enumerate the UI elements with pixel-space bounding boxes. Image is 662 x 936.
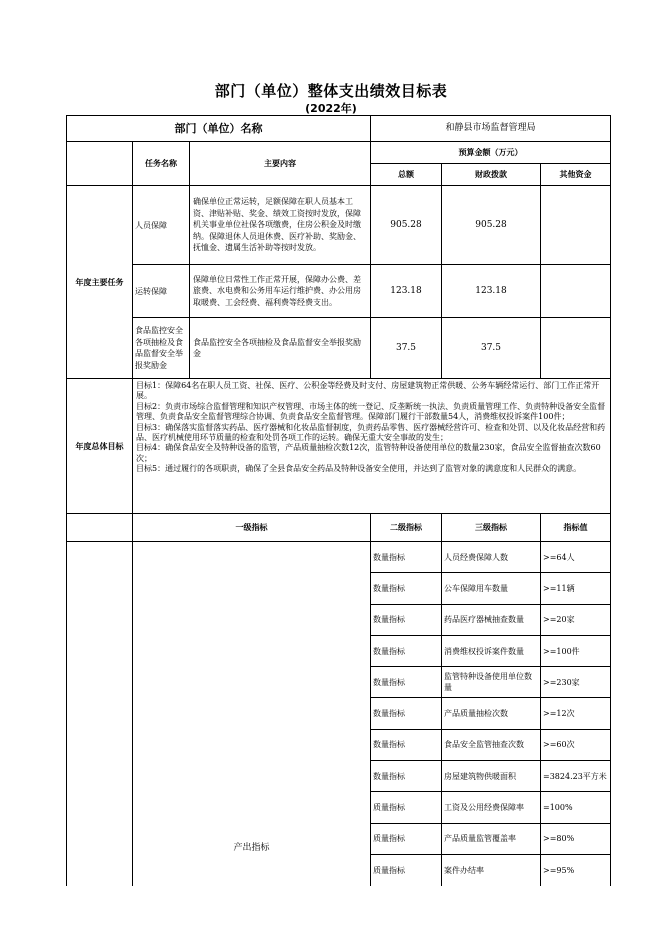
indicator-value: >=12次 <box>541 698 611 729</box>
total-header: 总额 <box>371 164 442 186</box>
indicator-value: =3824.23平方米 <box>541 761 611 792</box>
indicator-value: =100% <box>541 792 611 823</box>
goal-text: 目标2：负责市场综合监督管理和知识产权管理、市场主体的统一登记、反垄断统一执法、负责质量管理工作、负责特种设备安全监督管理、负责食品安全监督管理综合协调、负责食品安全监督管理。保障部门履行干部数量54人，消费维权投诉案件100件； <box>136 401 606 422</box>
indicator-level3: 工资及公用经费保障率 <box>442 792 541 823</box>
task-name-header: 任务名称 <box>133 142 190 186</box>
indicator-value: >=64人 <box>541 542 611 573</box>
indicator-level3: 人员经费保障人数 <box>442 542 541 573</box>
form-year: (2022年) <box>305 102 357 115</box>
performance-table <box>66 115 611 886</box>
indicator-level3: 公车保障用车数量 <box>442 573 541 604</box>
indicator-row <box>67 542 611 573</box>
task-fiscal: 905.28 <box>442 186 541 265</box>
annual-goal-label: 年度总体目标 <box>67 379 133 514</box>
task-total: 123.18 <box>371 265 442 318</box>
indicator-level2: 质量指标 <box>371 792 442 823</box>
task-name: 运转保障 <box>133 265 190 318</box>
annual-tasks-label: 年度主要任务 <box>67 186 133 379</box>
task-total: 37.5 <box>371 318 442 379</box>
indicator-level2: 数量指标 <box>371 542 442 573</box>
task-name: 人员保障 <box>133 186 190 265</box>
indicator-level2: 数量指标 <box>371 761 442 792</box>
task-other <box>541 318 611 379</box>
task-other <box>541 186 611 265</box>
indicator-level2: 质量指标 <box>371 854 442 885</box>
indicator-value: >=60次 <box>541 729 611 760</box>
form-title: 部门（单位）整体支出绩效目标表 <box>214 82 448 100</box>
main-content-header: 主要内容 <box>190 142 371 186</box>
level2-header: 二级指标 <box>371 514 442 542</box>
annual-goals <box>133 379 611 514</box>
task-other <box>541 265 611 318</box>
department-label: 部门（单位）名称 <box>67 116 371 142</box>
indicator-left-blank <box>67 542 133 886</box>
task-name: 食品监控安全各项抽检及食品监督安全举报奖励金 <box>133 318 190 379</box>
task-row <box>67 318 611 379</box>
indicator-level3: 消费维权投诉案件数量 <box>442 635 541 666</box>
indicator-level2: 数量指标 <box>371 604 442 635</box>
indicator-value: >=230家 <box>541 667 611 698</box>
indicator-level3: 药品医疗器械抽查数量 <box>442 604 541 635</box>
indicator-value: >=11辆 <box>541 573 611 604</box>
budget-header: 预算金额（万元） <box>371 142 611 164</box>
task-fiscal: 123.18 <box>442 265 541 318</box>
output-indicator-label: 产出指标 <box>133 542 371 886</box>
value-header: 指标值 <box>541 514 611 542</box>
goal-text: 目标5：通过履行的各项职责，确保了全县食品安全药品及特种设备安全使用，并达到了监管对象的满意度和人民群众的满意。 <box>136 464 582 474</box>
task-content: 确保单位正常运转，足额保障在职人员基本工资、津贴补贴、奖金、绩效工资按时发放，保障机关事业单位社保各项缴费，住房公积金及时缴纳。保障退休人员退休费、医疗补助、奖励金、抚恤金、遗属生活补助等按时发放。 <box>190 186 371 265</box>
other-header: 其他资金 <box>541 164 611 186</box>
indicator-level3: 产品质量抽检次数 <box>442 698 541 729</box>
task-fiscal: 37.5 <box>442 318 541 379</box>
indicator-value: >=95% <box>541 854 611 885</box>
fiscal-header: 财政拨款 <box>442 164 541 186</box>
goal-text: 目标4：确保食品安全及特种设备的监管，产品质量抽检次数12次，监管特种设备使用单位的数量230家，食品安全监督抽查次数60次； <box>136 443 601 463</box>
indicator-level3: 食品安全监管抽查次数 <box>442 729 541 760</box>
indicator-level2: 数量指标 <box>371 573 442 604</box>
indicator-level2: 质量指标 <box>371 823 442 854</box>
indicator-corner-blank <box>67 514 133 542</box>
indicator-level2: 数量指标 <box>371 729 442 760</box>
task-content: 保障单位日常性工作正常开展，保障办公费、差旅费、水电费和公务用车运行维护费、办公用房取暖费、工会经费、福利费等经费支出。 <box>190 265 371 318</box>
indicator-level3: 房屋建筑物供暖面积 <box>442 761 541 792</box>
indicator-level2: 数量指标 <box>371 667 442 698</box>
task-total: 905.28 <box>371 186 442 265</box>
indicator-level2: 数量指标 <box>371 635 442 666</box>
indicator-value: >=20家 <box>541 604 611 635</box>
indicator-level3: 监管特种设备使用单位数量 <box>442 667 541 698</box>
indicator-level2: 数量指标 <box>371 698 442 729</box>
task-content: 食品监控安全各项抽检及食品监督安全举报奖励金 <box>190 318 371 379</box>
task-row <box>67 265 611 318</box>
indicator-level3: 案件办结率 <box>442 854 541 885</box>
goal-text: 目标3：确保落实监督落实药品、医疗器械和化妆品监督制度，负责药品零售、医疗器械经营许可、检查和处罚、以及化妆品经营和药品、医疗机械使用环节质量的检查和处罚各项工作的运转。确保无重大安全事故的发生； <box>136 422 606 443</box>
level1-header: 一级指标 <box>133 514 371 542</box>
task-row <box>67 186 611 265</box>
department-name: 和静县市场监督管理局 <box>371 116 611 142</box>
goal-text: 目标1：保障64名在职人员工资、社保、医疗、公积金等经费及时支付、房屋建筑物正常供暖、公务车辆经常运行、部门工作正常开展。 <box>136 381 600 401</box>
indicator-value: >=80% <box>541 823 611 854</box>
indicator-value: >=100件 <box>541 635 611 666</box>
level3-header: 三级指标 <box>442 514 541 542</box>
corner-blank <box>67 142 133 186</box>
indicator-level3: 产品质量监管覆盖率 <box>442 823 541 854</box>
